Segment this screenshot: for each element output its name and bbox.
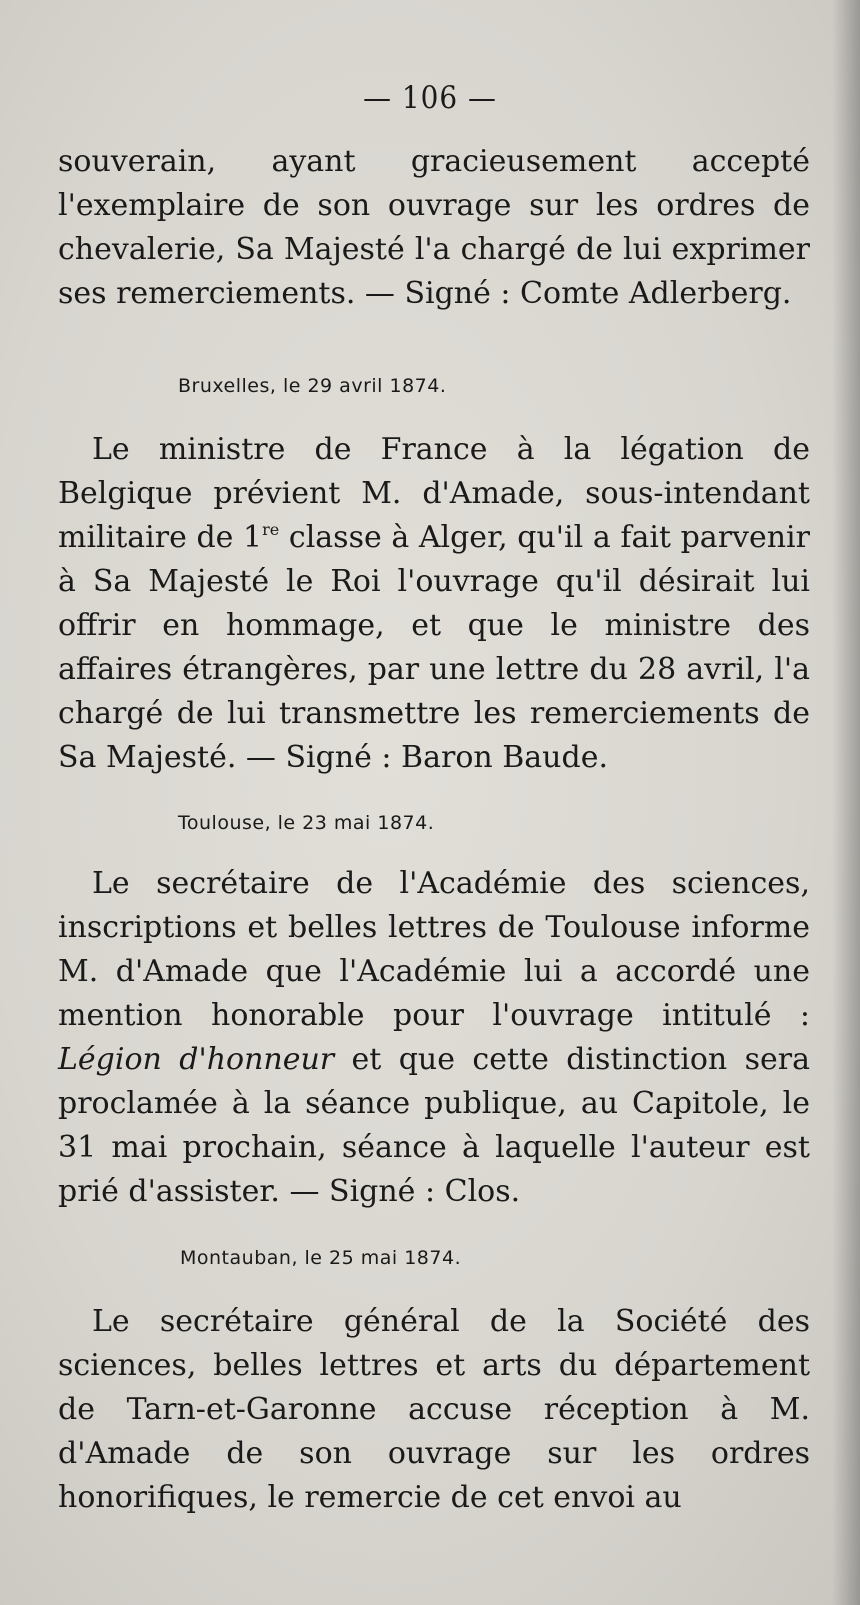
dateline-bruxelles: Bruxelles, le 29 avril 1874. [178,375,447,397]
paragraph-text: Le secrétaire général de la Société des sciences, belles lettres et arts du département de Tarn-et-Garonne accuse réception à M. d'Amade de son ouvrage sur les ordres honorifiques, le remercie de cet envoi au [58,1304,810,1515]
paragraph-text: classe à Alger, qu'il a fait parvenir à Sa Majesté le Roi l'ouvrage qu'il désirait lui offrir en hommage, et que le ministre des affaires étrangères, par une lettre du 28 avril, l'a chargé de lui transmettre les remerciements de Sa Majesté. — Signé : Baron Baude. [58,520,810,775]
paragraph-text: Le secrétaire de l'Académie des sciences, inscriptions et belles lettres de Toulouse informe M. d'Amade que l'Académie lui a accordé une mention honorable pour l'ouvrage intitulé : [58,866,810,1033]
paragraph-toulouse [58,862,810,1214]
dateline-toulouse: Toulouse, le 23 mai 1874. [178,812,435,834]
italic-book-title: Légion d'honneur [58,1042,335,1077]
paragraph-text: souverain, ayant gracieusement accepté l'exemplaire de son ouvrage sur les ordres de chevalerie, Sa Majesté l'a chargé de lui exprimer ses remerciements. — Signé : Comte Adlerberg. [58,144,810,311]
page-number: — 106 — [363,80,497,116]
paragraph-text: Le ministre de France à la légation de Belgique prévient M. d'Amade, sous-intendant militaire de 1 [58,432,810,555]
paragraph-continuation [58,140,810,316]
dateline-montauban: Montauban, le 25 mai 1874. [180,1247,462,1269]
paragraph-montauban [58,1300,810,1520]
page-edge-shadow [832,0,860,1605]
paragraph-text: et que cette distinction sera proclamée à la séance publique, au Capitole, le 31 mai prochain, séance à laquelle l'auteur est prié d'assister. — Signé : Clos. [58,1042,810,1209]
ordinal-superscript: re [262,520,280,539]
paragraph-bruxelles [58,428,810,780]
